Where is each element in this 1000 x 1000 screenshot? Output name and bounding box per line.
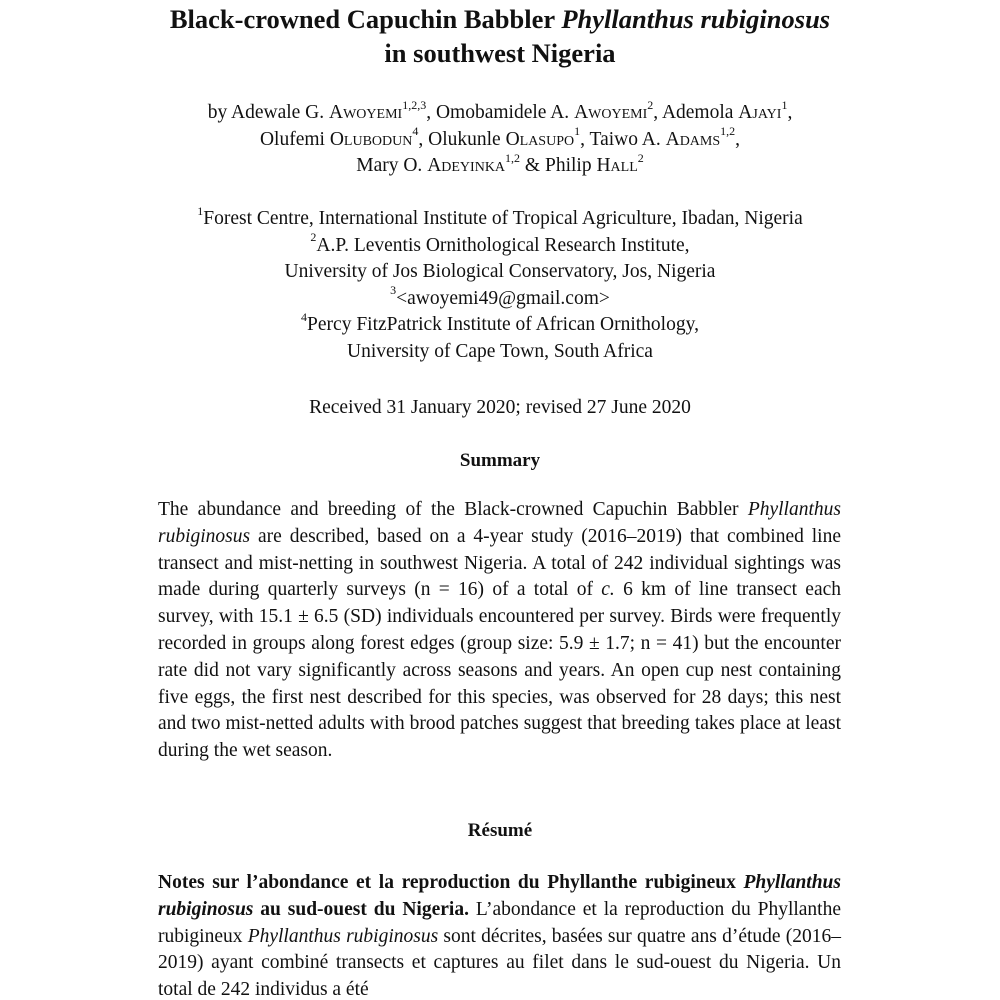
author-name: Mary O. Adeyinka$^{1,2}$ (356, 150, 521, 176)
title-text: Black-crowned Capuchin Babbler (169, 4, 562, 34)
title-species: Phyllanthus rubiginosus (561, 4, 831, 34)
summary-paragraph: The abundance and breeding of the Black-crowned Capuchin Babbler Phyllanthus rubiginosus are described, based on a 4-year study (2016–2019) that combined line transect and mist-netting in southwest Nigeria. A total of 242 individual sightings was made during quarterly surveys (n = 16) of a total of c. 6 km of line transect each survey, with 15.1 ± 6.5 (SD) individuals encountered per survey. Birds were frequently recorded in groups along forest edges (group size: 5.9 ± 1.7; n = 41) but the encounter rate did not vary significantly across seasons and years. An open cup nest containing five eggs, the first nest described for this species, was observed for 28 days; this nest and two mist-netted adults with brood patches suggest that breeding takes place at least during the wet season. (158, 499, 842, 762)
title-line2: in southwest Nigeria (384, 38, 616, 68)
author-name: Adewale G. Awoyemi$^{1,2,3}$ (231, 97, 427, 123)
author-list: by Adewale G. Awoyemi$^{1,2,3}$, Omobamidele A. Awoyemi$^2$, Ademola Ajayi$^1$, Olufemi Olubodun$^4$, Olukunle Olasupo$^1$, Taiwo A. Adams$^{1,2}$, Mary O. Adeyinka$^{1,2}$ & Philip Hall$^2$ (207, 97, 793, 176)
resume-paragraph: Notes sur l’abondance et la reproduction du Phyllanthe rubigineux Phyllanthus rubiginosus au sud-ouest du Nigeria. L’abondance et la reproduction du Phyllanthe rubigineux Phyllanthus rubiginosus sont décrites, basées sur quatre ans d’étude (2016–2019) ayant combiné transects et captures au filet dans le sud-ouest du Nigeria. Un total de 242 individus a été (158, 872, 842, 1000)
author-name: Olufemi Olubodun$^4$ (259, 124, 419, 150)
affiliation-line: University of Jos Biological Conservatory, Jos, Nigeria (284, 261, 716, 282)
author-name: Omobamidele A. Awoyemi$^2$ (435, 97, 654, 123)
affiliation-line: $^4$Percy FitzPatrick Institute of African Ornithology, (301, 309, 699, 335)
author-name: Ademola Ajayi$^1$ (661, 97, 788, 123)
affiliation-list (100, 203, 900, 365)
affiliation-line: University of Cape Town, South Africa (347, 340, 653, 362)
resume-heading: Résumé (467, 820, 533, 841)
summary-heading: Summary (459, 450, 541, 471)
affiliation-email: $^3$<awoyemi49@gmail.com> (390, 283, 610, 309)
author-name: Taiwo A. Adams$^{1,2}$ (589, 124, 736, 150)
paper-title (100, 2, 900, 70)
affiliation-line: $^2$A.P. Leventis Ornithological Research Institute, (310, 230, 690, 256)
affiliation-line: $^1$Forest Centre, International Institute of Tropical Agriculture, Ibadan, Nigeria (197, 203, 803, 229)
author-name: Olukunle Olasupo$^1$ (428, 124, 581, 150)
by-label: by (207, 102, 231, 123)
received-dates: Received 31 January 2020; revised 27 June 2020 (309, 397, 691, 418)
author-name: Philip Hall$^2$ (544, 150, 644, 176)
